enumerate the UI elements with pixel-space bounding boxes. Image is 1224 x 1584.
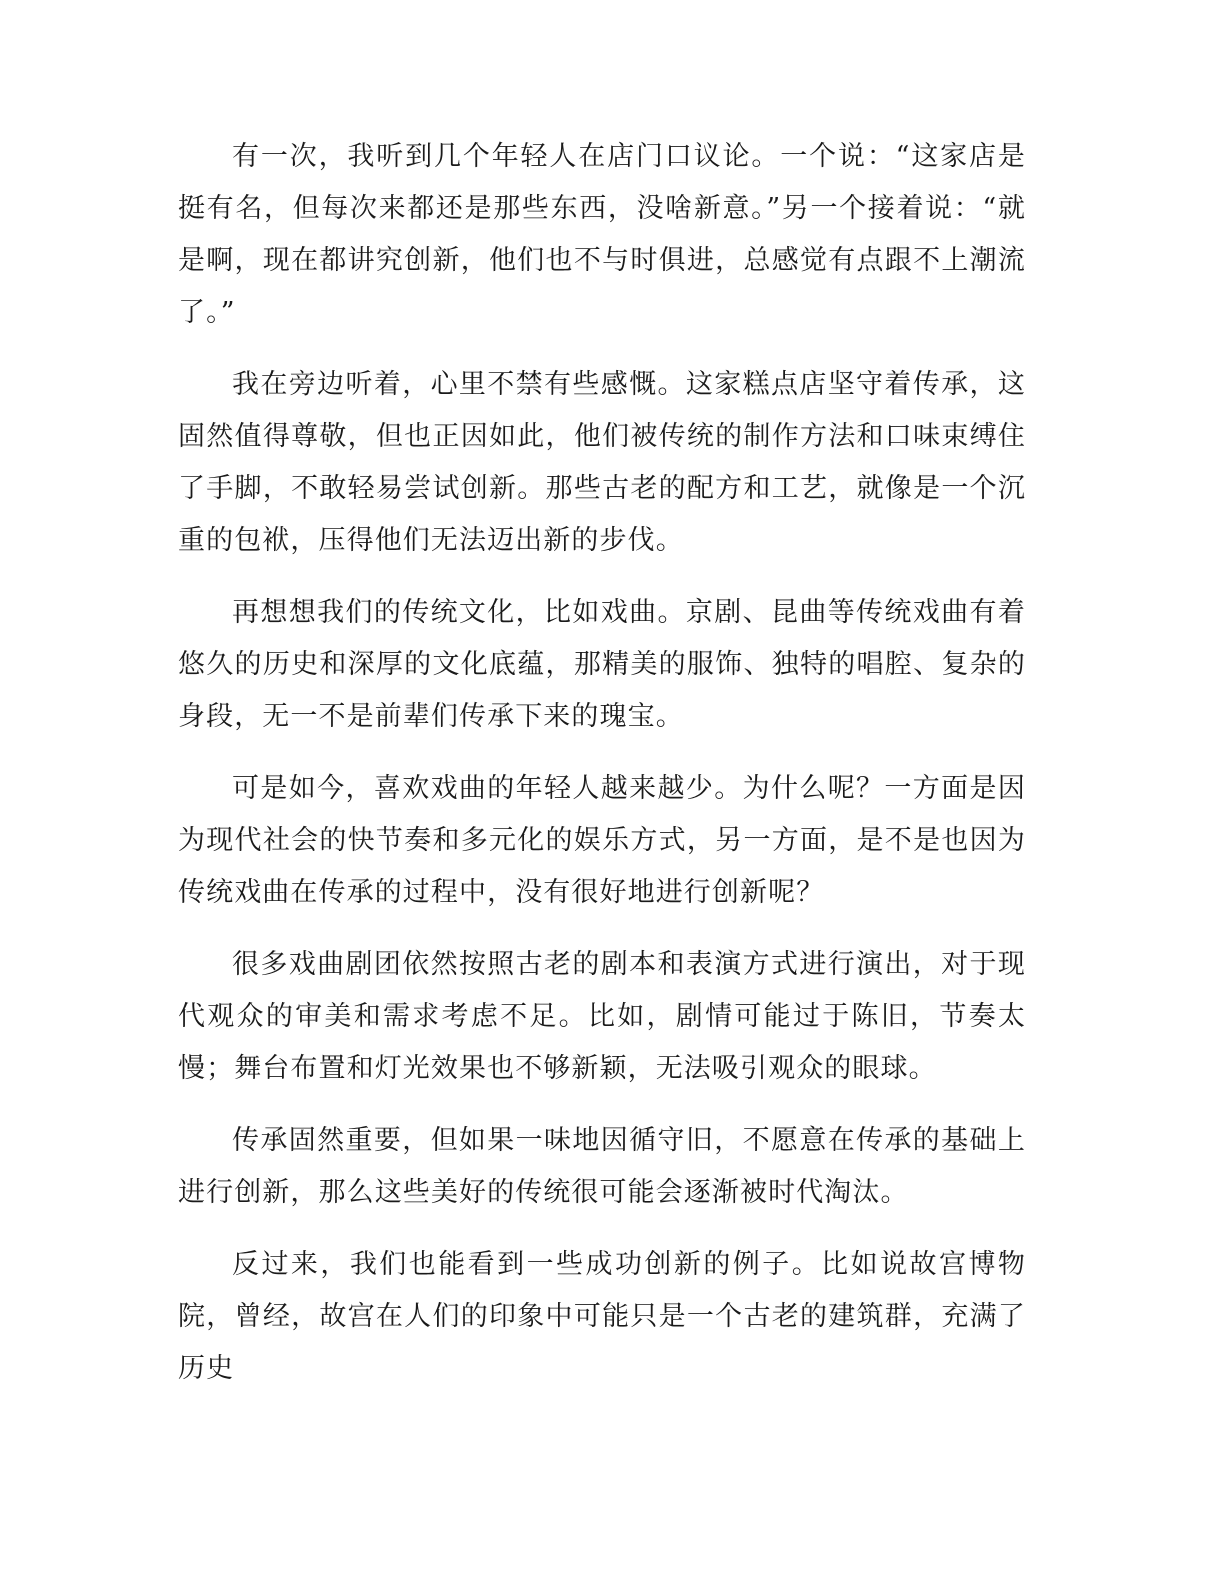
paragraph: 有一次，我听到几个年轻人在店门口议论。一个说：“这家店是挺有名，但每次来都还是那些东西，没啥新意。”另一个接着说：“就是啊，现在都讲究创新，他们也不与时俱进，总感觉有点跟不上潮流了。” [178, 141, 1026, 328]
paragraph: 可是如今，喜欢戏曲的年轻人越来越少。为什么呢？一方面是因为现代社会的快节奏和多元化的娱乐方式，另一方面，是不是也因为传统戏曲在传承的过程中，没有很好地进行创新呢？ [178, 773, 1026, 908]
paragraph: 再想想我们的传统文化，比如戏曲。京剧、昆曲等传统戏曲有着悠久的历史和深厚的文化底蕴，那精美的服饰、独特的唱腔、复杂的身段，无一不是前辈们传承下来的瑰宝。 [178, 597, 1026, 732]
paragraph: 传承固然重要，但如果一味地因循守旧，不愿意在传承的基础上进行创新，那么这些美好的传统很可能会逐渐被时代淘汰。 [178, 1125, 1026, 1208]
paragraph: 反过来，我们也能看到一些成功创新的例子。比如说故宫博物院，曾经，故宫在人们的印象中可能只是一个古老的建筑群，充满了历史 [178, 1249, 1026, 1384]
document-body [178, 131, 1026, 1415]
paragraph: 我在旁边听着，心里不禁有些感慨。这家糕点店坚守着传承，这固然值得尊敬，但也正因如此，他们被传统的制作方法和口味束缚住了手脚，不敢轻易尝试创新。那些古老的配方和工艺，就像是一个沉重的包袱，压得他们无法迈出新的步伐。 [178, 369, 1026, 556]
paragraph: 很多戏曲剧团依然按照古老的剧本和表演方式进行演出，对于现代观众的审美和需求考虑不足。比如，剧情可能过于陈旧，节奏太慢；舞台布置和灯光效果也不够新颖，无法吸引观众的眼球。 [178, 949, 1026, 1084]
